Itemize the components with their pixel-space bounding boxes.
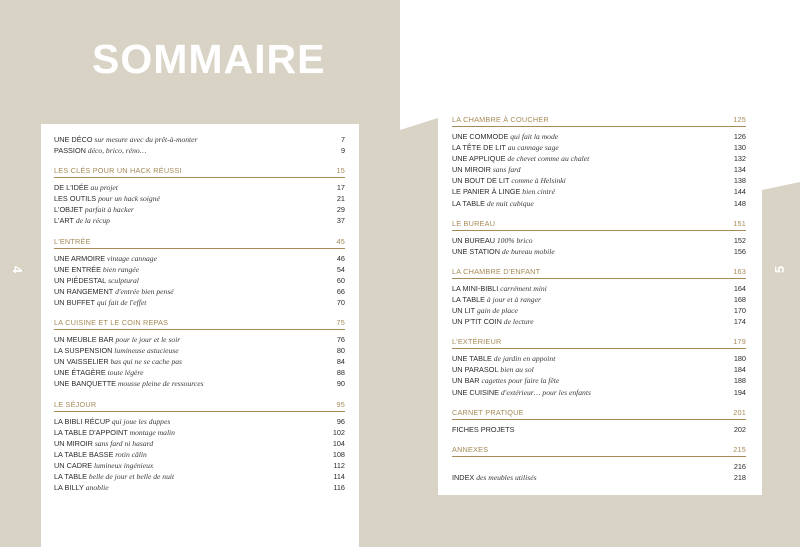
section-page-number: 163 xyxy=(733,266,746,276)
section-title: LA CHAMBRE D'ENFANT xyxy=(452,266,541,276)
toc-entry[interactable] xyxy=(54,356,345,367)
entry-label xyxy=(54,367,143,378)
entry-subtitle: lumineux ingénieux xyxy=(92,460,154,470)
section-title: L'ENTRÉE xyxy=(54,236,91,246)
entry-page-number: 88 xyxy=(336,368,345,378)
entry-title: LA TABLE xyxy=(452,198,485,208)
entry-subtitle: sculptural xyxy=(106,275,139,285)
entry-title: UN LIT xyxy=(452,306,476,316)
entry-label xyxy=(54,438,153,449)
entry-subtitle: d'extérieur… pour les enfants xyxy=(499,387,591,397)
entry-subtitle: de jardin en appoint xyxy=(491,354,556,364)
page-title: SOMMAIRE xyxy=(92,36,326,82)
entry-title: LA TÊTE DE LIT xyxy=(452,143,506,153)
toc-entry[interactable] xyxy=(54,378,345,389)
entry-page-number: 108 xyxy=(332,449,345,459)
entry-title: LA BILLY xyxy=(54,483,84,493)
entry-label xyxy=(54,416,170,427)
entry-label xyxy=(452,175,566,186)
toc-entry[interactable] xyxy=(452,472,746,483)
toc-entry[interactable] xyxy=(54,275,345,286)
entry-subtitle: à jour et à ranger xyxy=(485,294,541,304)
entry-subtitle: montage malin xyxy=(127,427,175,437)
entry-subtitle: 100% brico xyxy=(494,235,533,245)
section-heading[interactable] xyxy=(452,219,746,228)
entry-page-number: 170 xyxy=(733,306,746,316)
section-page-number: 75 xyxy=(336,318,345,328)
entry-title: UN BAR xyxy=(452,376,480,386)
toc-entry[interactable] xyxy=(452,294,746,305)
section-heading[interactable] xyxy=(452,408,746,417)
entry-page-number: 96 xyxy=(336,416,345,426)
section-gap xyxy=(452,257,746,267)
entry-label xyxy=(54,482,109,493)
toc-entry[interactable] xyxy=(54,482,345,493)
entry-page-number: 29 xyxy=(336,205,345,215)
toc-entry[interactable] xyxy=(54,438,345,449)
toc-entry[interactable] xyxy=(54,416,345,427)
entry-subtitle: anoblie xyxy=(83,483,109,493)
section-gap xyxy=(452,398,746,408)
section-gap xyxy=(54,308,345,318)
right-page xyxy=(400,0,800,547)
entry-subtitle: gain de place xyxy=(475,306,518,316)
section-gap xyxy=(452,209,746,219)
entry-label xyxy=(452,164,521,175)
section-rule xyxy=(54,177,345,178)
entry-label xyxy=(54,297,146,308)
entry-label xyxy=(452,283,547,294)
toc-entry[interactable] xyxy=(54,449,345,460)
entry-label xyxy=(452,424,514,435)
entry-page-number: 9 xyxy=(340,146,345,156)
entry-page-number: 194 xyxy=(733,387,746,397)
entry-page-number: 184 xyxy=(733,365,746,375)
section-page-number: 15 xyxy=(336,166,345,176)
entry-subtitle: bien cintré xyxy=(520,187,555,197)
toc-entry[interactable] xyxy=(452,283,746,294)
entry-label xyxy=(54,449,147,460)
entry-page-number: 66 xyxy=(336,286,345,296)
entry-title: LES OUTILS xyxy=(54,194,97,204)
entry-page-number: 102 xyxy=(332,427,345,437)
entry-label xyxy=(54,427,175,438)
entry-label xyxy=(452,131,558,142)
entry-label xyxy=(54,471,174,482)
entry-title: LA TABLE BASSE xyxy=(54,449,114,459)
entry-page-number: 116 xyxy=(333,483,345,493)
entry-subtitle: au cannage sage xyxy=(505,143,559,153)
section-page-number: 215 xyxy=(733,444,746,454)
entry-page-number: 126 xyxy=(733,132,746,141)
toc-entry[interactable] xyxy=(452,305,746,316)
entry-title: UNE STATION xyxy=(452,246,500,256)
section-title: LE SÉJOUR xyxy=(54,399,97,409)
entry-label xyxy=(54,193,160,204)
entry-title: UN BOUT DE LIT xyxy=(452,176,510,186)
entry-subtitle: bas qui ne se cache pas xyxy=(108,357,182,367)
entry-subtitle: pour le jour et le soir xyxy=(113,335,181,345)
entry-label xyxy=(54,182,118,193)
entry-page-number: 168 xyxy=(733,294,746,304)
section-rule xyxy=(452,230,746,231)
entry-page-number: 37 xyxy=(336,216,345,226)
toc-entry[interactable] xyxy=(54,297,345,308)
toc-entry[interactable] xyxy=(452,153,746,164)
entry-label xyxy=(54,378,204,389)
entry-page-number: 148 xyxy=(733,198,746,208)
entry-label xyxy=(452,294,541,305)
section-page-number: 125 xyxy=(733,115,746,124)
entry-subtitle: d'entrée bien pensé xyxy=(113,286,174,296)
toc-entry[interactable] xyxy=(54,264,345,275)
toc-entry[interactable] xyxy=(452,424,746,435)
toc-entry[interactable] xyxy=(452,387,746,398)
section-page-number: 151 xyxy=(733,218,746,228)
page-number-right: 5 xyxy=(772,265,788,274)
page-number-left: 4 xyxy=(10,265,26,274)
section-heading[interactable] xyxy=(54,237,345,246)
entry-subtitle: de bureau mobile xyxy=(499,246,555,256)
toc-entry[interactable] xyxy=(54,145,345,156)
entry-label xyxy=(452,246,555,257)
toc-entry[interactable] xyxy=(452,316,746,327)
entry-title: UN PIÉDESTAL xyxy=(54,275,107,285)
entry-label xyxy=(452,472,537,483)
toc-entry[interactable] xyxy=(452,164,746,175)
entry-subtitle: bien au sol xyxy=(498,365,534,375)
entry-title: LE PANIER À LINGE xyxy=(452,187,521,197)
entry-page-number: 60 xyxy=(336,275,345,285)
entry-page-number: 84 xyxy=(336,357,345,367)
entry-page-number: 138 xyxy=(733,176,746,186)
entry-title: LA TABLE xyxy=(54,471,87,481)
entry-page-number: 188 xyxy=(733,376,746,386)
entry-subtitle: carrément mini xyxy=(498,283,547,293)
entry-page-number: 21 xyxy=(336,194,345,204)
entry-subtitle: de chevet comme au chalet xyxy=(505,154,590,164)
entry-page-number: 134 xyxy=(733,165,746,175)
toc-entry[interactable] xyxy=(54,345,345,356)
entry-subtitle: vintage cannage xyxy=(105,253,157,263)
section-heading[interactable] xyxy=(54,166,345,175)
entry-page-number: 112 xyxy=(333,460,345,470)
section-gap xyxy=(452,435,746,445)
entry-subtitle: qui joue les duppes xyxy=(109,416,171,426)
section-heading[interactable] xyxy=(54,318,345,327)
entry-page-number: 174 xyxy=(733,317,746,327)
entry-subtitle: déco, brico, réno… xyxy=(85,146,147,156)
entry-label xyxy=(452,153,589,164)
entry-title: UNE BANQUETTE xyxy=(54,379,117,389)
entry-title: L'OBJET xyxy=(54,205,83,215)
entry-page-number: 164 xyxy=(733,283,746,293)
entry-page-number: 114 xyxy=(333,471,345,481)
entry-title: LA TABLE xyxy=(452,294,485,304)
entry-page-number: 180 xyxy=(733,354,746,364)
section-rule xyxy=(452,419,746,420)
entry-title: LA MINI-BIBLI xyxy=(452,283,499,293)
section-page-number: 179 xyxy=(733,337,746,347)
entry-label xyxy=(452,353,555,364)
entry-label xyxy=(452,186,555,197)
entry-title: UN RANGEMENT xyxy=(54,286,114,296)
entry-page-number: 7 xyxy=(340,135,345,144)
toc-entry[interactable] xyxy=(54,427,345,438)
section-gap xyxy=(54,390,345,400)
entry-label xyxy=(54,356,182,367)
section-title: LES CLÉS POUR UN HACK RÉUSSI xyxy=(54,166,182,176)
entry-subtitle: des meubles utilisés xyxy=(474,472,537,482)
entry-label xyxy=(54,286,174,297)
section-title: LA CHAMBRE À COUCHER xyxy=(452,115,549,124)
entry-label xyxy=(54,253,157,264)
entry-label xyxy=(54,345,179,356)
toc-entry[interactable] xyxy=(54,253,345,264)
toc-entry[interactable] xyxy=(54,182,345,193)
section-page-number: 45 xyxy=(336,236,345,246)
section-rule xyxy=(452,456,746,457)
entry-subtitle: cagettes pour faire la fête xyxy=(479,376,560,386)
toc-entry[interactable] xyxy=(452,142,746,153)
toc-entry[interactable] xyxy=(452,246,746,257)
section-rule xyxy=(54,411,345,412)
entry-subtitle: comme à Helsinki xyxy=(509,176,566,186)
section-title: LE BUREAU xyxy=(452,218,496,228)
entry-page-number: 80 xyxy=(336,346,345,356)
entry-subtitle: toute légère xyxy=(105,368,144,378)
toc-entry[interactable] xyxy=(54,471,345,482)
entry-title: L'ART xyxy=(54,216,74,226)
entry-subtitle: sur mesure avec du prêt-à-monter xyxy=(92,135,198,144)
section-gap xyxy=(54,227,345,237)
toc-entry[interactable] xyxy=(452,461,746,472)
section-heading[interactable] xyxy=(452,445,746,454)
section-rule xyxy=(54,248,345,249)
entry-subtitle: rotin câlin xyxy=(113,449,147,459)
section-page-number: 95 xyxy=(336,399,345,409)
entry-subtitle: sans fard ni hasard xyxy=(92,438,154,448)
entry-subtitle: de lecture xyxy=(501,317,534,327)
section-rule xyxy=(452,278,746,279)
entry-title: UN P'TIT COIN xyxy=(452,317,502,327)
entry-label xyxy=(54,460,153,471)
toc-entry[interactable] xyxy=(54,193,345,204)
entry-title: LA TABLE D'APPOINT xyxy=(54,427,128,437)
entry-title: UNE ARMOIRE xyxy=(54,253,106,263)
entry-label xyxy=(452,375,559,386)
entry-page-number: 132 xyxy=(733,154,746,164)
entry-page-number: 156 xyxy=(733,246,746,256)
toc-entry[interactable] xyxy=(452,375,746,386)
entry-subtitle: belle de jour et belle de nuit xyxy=(87,471,175,481)
entry-label xyxy=(452,198,534,209)
entry-subtitle: de la récup xyxy=(73,216,110,226)
section-rule xyxy=(452,126,746,127)
entry-page-number: 152 xyxy=(733,235,746,245)
entry-page-number: 218 xyxy=(733,472,746,482)
entry-title: UN MIROIR xyxy=(54,438,93,448)
section-rule xyxy=(452,348,746,349)
toc-entry[interactable] xyxy=(452,353,746,364)
entry-title: INDEX xyxy=(452,472,475,482)
section-gap xyxy=(452,327,746,337)
entry-page-number: 17 xyxy=(336,183,345,193)
toc-entry[interactable] xyxy=(452,175,746,186)
toc-entry[interactable] xyxy=(54,286,345,297)
entry-title: UNE COMMODE xyxy=(452,132,509,141)
entry-title: FICHES PROJETS xyxy=(452,424,515,434)
toc-entry[interactable] xyxy=(54,460,345,471)
entry-label xyxy=(452,235,533,246)
toc-entry[interactable] xyxy=(452,235,746,246)
entry-subtitle: parfait à hacker xyxy=(82,205,134,215)
entry-page-number: 144 xyxy=(733,187,746,197)
entry-label xyxy=(54,134,197,145)
toc-entry[interactable] xyxy=(452,131,746,142)
entry-subtitle: mousse pleine de ressources xyxy=(116,379,204,389)
section-rule xyxy=(54,329,345,330)
entry-label xyxy=(54,275,139,286)
entry-label xyxy=(452,364,534,375)
entry-title: UNE TABLE xyxy=(452,354,492,364)
entry-subtitle: au projet xyxy=(88,183,118,193)
entry-page-number: 130 xyxy=(733,143,746,153)
section-heading[interactable] xyxy=(452,267,746,276)
right-toc xyxy=(452,115,746,483)
entry-page-number: 104 xyxy=(332,438,345,448)
section-heading[interactable] xyxy=(452,337,746,346)
entry-title: PASSION xyxy=(54,146,86,156)
entry-title: UN BUFFET xyxy=(54,297,95,307)
entry-title: UN BUREAU xyxy=(452,235,495,245)
entry-page-number: 90 xyxy=(336,379,345,389)
entry-title: UNE CUISINE xyxy=(452,387,500,397)
entry-label xyxy=(54,264,139,275)
section-page-number: 201 xyxy=(733,407,746,417)
entry-label xyxy=(452,305,518,316)
entry-title: UN CADRE xyxy=(54,460,93,470)
entry-title: UN VAISSELIER xyxy=(54,357,109,367)
entry-page-number: 54 xyxy=(336,264,345,274)
entry-title: LA BIBLI RÉCUP xyxy=(54,416,110,426)
entry-label xyxy=(54,204,134,215)
entry-title: DE L'IDÉE xyxy=(54,183,89,193)
entry-title: UNE ENTRÉE xyxy=(54,264,102,274)
entry-label xyxy=(452,387,591,398)
entry-label xyxy=(54,215,110,226)
entry-label xyxy=(54,145,146,156)
toc-entry[interactable] xyxy=(54,334,345,345)
entry-label xyxy=(452,316,534,327)
toc-entry[interactable] xyxy=(54,134,345,145)
entry-title: UN PARASOL xyxy=(452,365,499,375)
entry-page-number: 70 xyxy=(336,297,345,307)
entry-title: UNE APPLIQUE xyxy=(452,154,506,164)
entry-subtitle: bien rangée xyxy=(101,264,139,274)
section-gap xyxy=(54,156,345,166)
toc-entry[interactable] xyxy=(452,186,746,197)
toc-entry[interactable] xyxy=(452,198,746,209)
entry-label xyxy=(452,142,559,153)
entry-page-number: 76 xyxy=(336,335,345,345)
section-heading[interactable] xyxy=(452,115,746,124)
section-heading[interactable] xyxy=(54,400,345,409)
section-title: L'EXTÉRIEUR xyxy=(452,337,502,347)
left-toc xyxy=(54,134,345,493)
entry-subtitle: pour un hack soigné xyxy=(96,194,160,204)
entry-page-number: 216 xyxy=(733,461,746,471)
entry-title: LA SUSPENSION xyxy=(54,346,113,356)
entry-title: UNE DÉCO xyxy=(54,135,93,144)
section-title: CARNET PRATIQUE xyxy=(452,407,524,417)
entry-title: UNE ÉTAGÈRE xyxy=(54,368,106,378)
entry-subtitle: de nuit cubique xyxy=(485,198,534,208)
toc-entry[interactable] xyxy=(452,364,746,375)
entry-subtitle: sans fard xyxy=(490,165,521,175)
section-title: LA CUISINE ET LE COIN REPAS xyxy=(54,318,169,328)
section-title: ANNEXES xyxy=(452,444,489,454)
toc-entry[interactable] xyxy=(54,204,345,215)
entry-page-number: 202 xyxy=(733,424,746,434)
toc-entry[interactable] xyxy=(54,367,345,378)
entry-subtitle: qui fait de l'effet xyxy=(94,297,147,307)
entry-title: UN MIROIR xyxy=(452,165,491,175)
entry-title: UN MEUBLE BAR xyxy=(54,335,114,345)
entry-page-number: 46 xyxy=(336,253,345,263)
toc-entry[interactable] xyxy=(54,215,345,226)
entry-subtitle: lumineuse astucieuse xyxy=(112,346,179,356)
entry-label xyxy=(54,334,180,345)
entry-subtitle: qui fait la mode xyxy=(508,132,559,141)
